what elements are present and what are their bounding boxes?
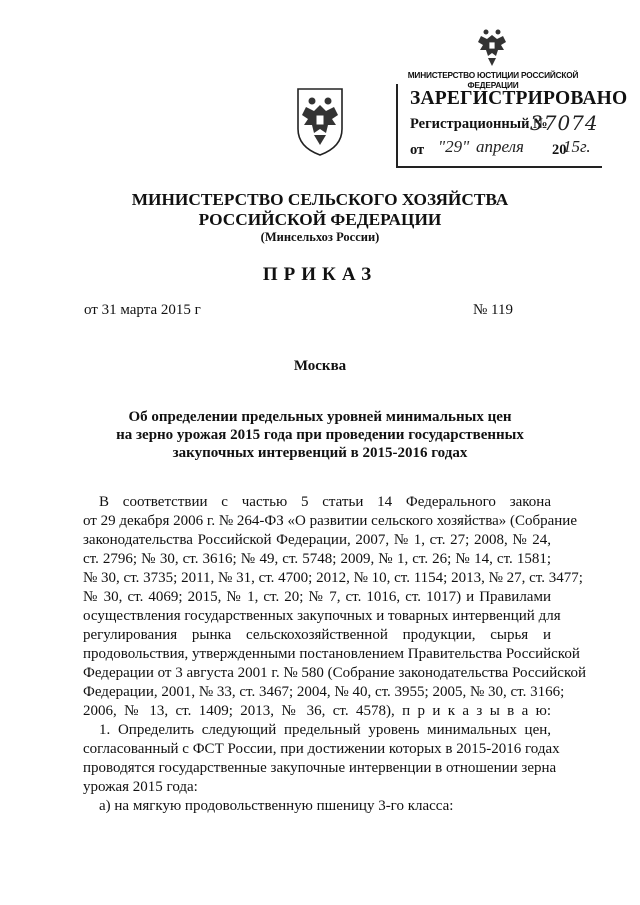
stamp-date-day: "29" bbox=[438, 137, 470, 156]
subject-line: закупочных интервенций в 2015-2016 годах bbox=[172, 445, 468, 461]
body-line: № 30, ст. 3735; 2011, № 31, ст. 4700; 2012, № 10, ст. 1154; 2013, № 27, ст. 3477; bbox=[83, 570, 583, 586]
stamp-status: ЗАРЕГИСТРИРОВАНО bbox=[410, 88, 628, 109]
body-line: проводятся государственные закупочные интервенции в отношении зерна bbox=[83, 760, 557, 776]
body-line: ст. 2796; № 30, ст. 3616; № 49, ст. 5748; 2009, № 1, ст. 26; № 14, ст. 1581; bbox=[83, 551, 551, 567]
body-line: согласованный с ФСТ России, при достижении которых в 2015-2016 годах bbox=[83, 741, 560, 757]
ministry-name-line-2: РОССИЙСКОЙ ФЕДЕРАЦИИ bbox=[198, 210, 442, 229]
body-line: Федерации от 3 августа 2001 г. № 580 (Собрание законодательства Российской bbox=[83, 665, 586, 681]
body-line: 2006, № 13, ст. 1409; 2013, № 36, ст. 4578), п р и к а з ы в а ю: bbox=[83, 703, 551, 719]
stamp-date-prefix: от bbox=[410, 142, 425, 158]
stamp-date-year-suffix: 15г. bbox=[563, 137, 591, 156]
document-type-title: ПРИКАЗ bbox=[262, 264, 378, 285]
body-line: В соответствии с частью 5 статьи 14 Федерального закона bbox=[99, 494, 551, 510]
stamp-reg-number: 37074 bbox=[530, 111, 599, 135]
ministry-name-line-1: МИНИСТЕРСТВО СЕЛЬСКОГО ХОЗЯЙСТВА bbox=[131, 190, 509, 209]
ministry-short-name: (Минсельхоз России) bbox=[260, 230, 380, 244]
stamp-ministry-name: МИНИСТЕРСТВО ЮСТИЦИИ РОССИЙСКОЙ ФЕДЕРАЦИИ bbox=[407, 70, 579, 90]
order-date: от 31 марта 2015 г bbox=[84, 302, 201, 318]
stamp-date-month: апреля bbox=[476, 137, 524, 156]
body-line: регулирования рынка сельскохозяйственной продукции, сырья и bbox=[83, 627, 551, 643]
body-line: осуществления государственных закупочных и товарных интервенций для bbox=[83, 608, 561, 624]
body-line: от 29 декабря 2006 г. № 264-ФЗ «О развитии сельского хозяйства» (Собрание bbox=[83, 513, 577, 529]
body-line: № 30, ст. 4069; 2015, № 1, ст. 20; № 7, ст. 1016, ст. 1017) и Правилами bbox=[83, 589, 551, 605]
body-line: 1. Определить следующий предельный уровень минимальных цен, bbox=[99, 722, 551, 738]
city-name: Москва bbox=[293, 358, 347, 374]
stamp-date-year-prefix: 20 bbox=[552, 142, 567, 158]
registration-stamp bbox=[386, 24, 628, 162]
order-number: № 119 bbox=[473, 302, 514, 318]
body-line: а) на мягкую продовольственную пшеницу 3-го класса: bbox=[99, 798, 454, 814]
body-line: продовольствия, утвержденными постановлением Правительства Российской bbox=[83, 646, 580, 662]
coat-of-arms-icon bbox=[292, 85, 348, 157]
subject-line: Об определении предельных уровней минимальных цен bbox=[128, 409, 512, 425]
body-line: законодательства Российской Федерации, 2007, № 1, ст. 27; 2008, № 24, bbox=[83, 532, 551, 548]
body-line: урожая 2015 года: bbox=[83, 779, 198, 795]
body-line: Федерации, 2001, № 33, ст. 3467; 2004, № 40, ст. 3955; 2005, № 30, ст. 3166; bbox=[83, 684, 565, 700]
subject-line: на зерно урожая 2015 года при проведении государственных bbox=[116, 427, 524, 443]
stamp-reg-label: Регистрационный № bbox=[410, 116, 548, 132]
stamp-coat-of-arms-icon bbox=[473, 24, 511, 68]
